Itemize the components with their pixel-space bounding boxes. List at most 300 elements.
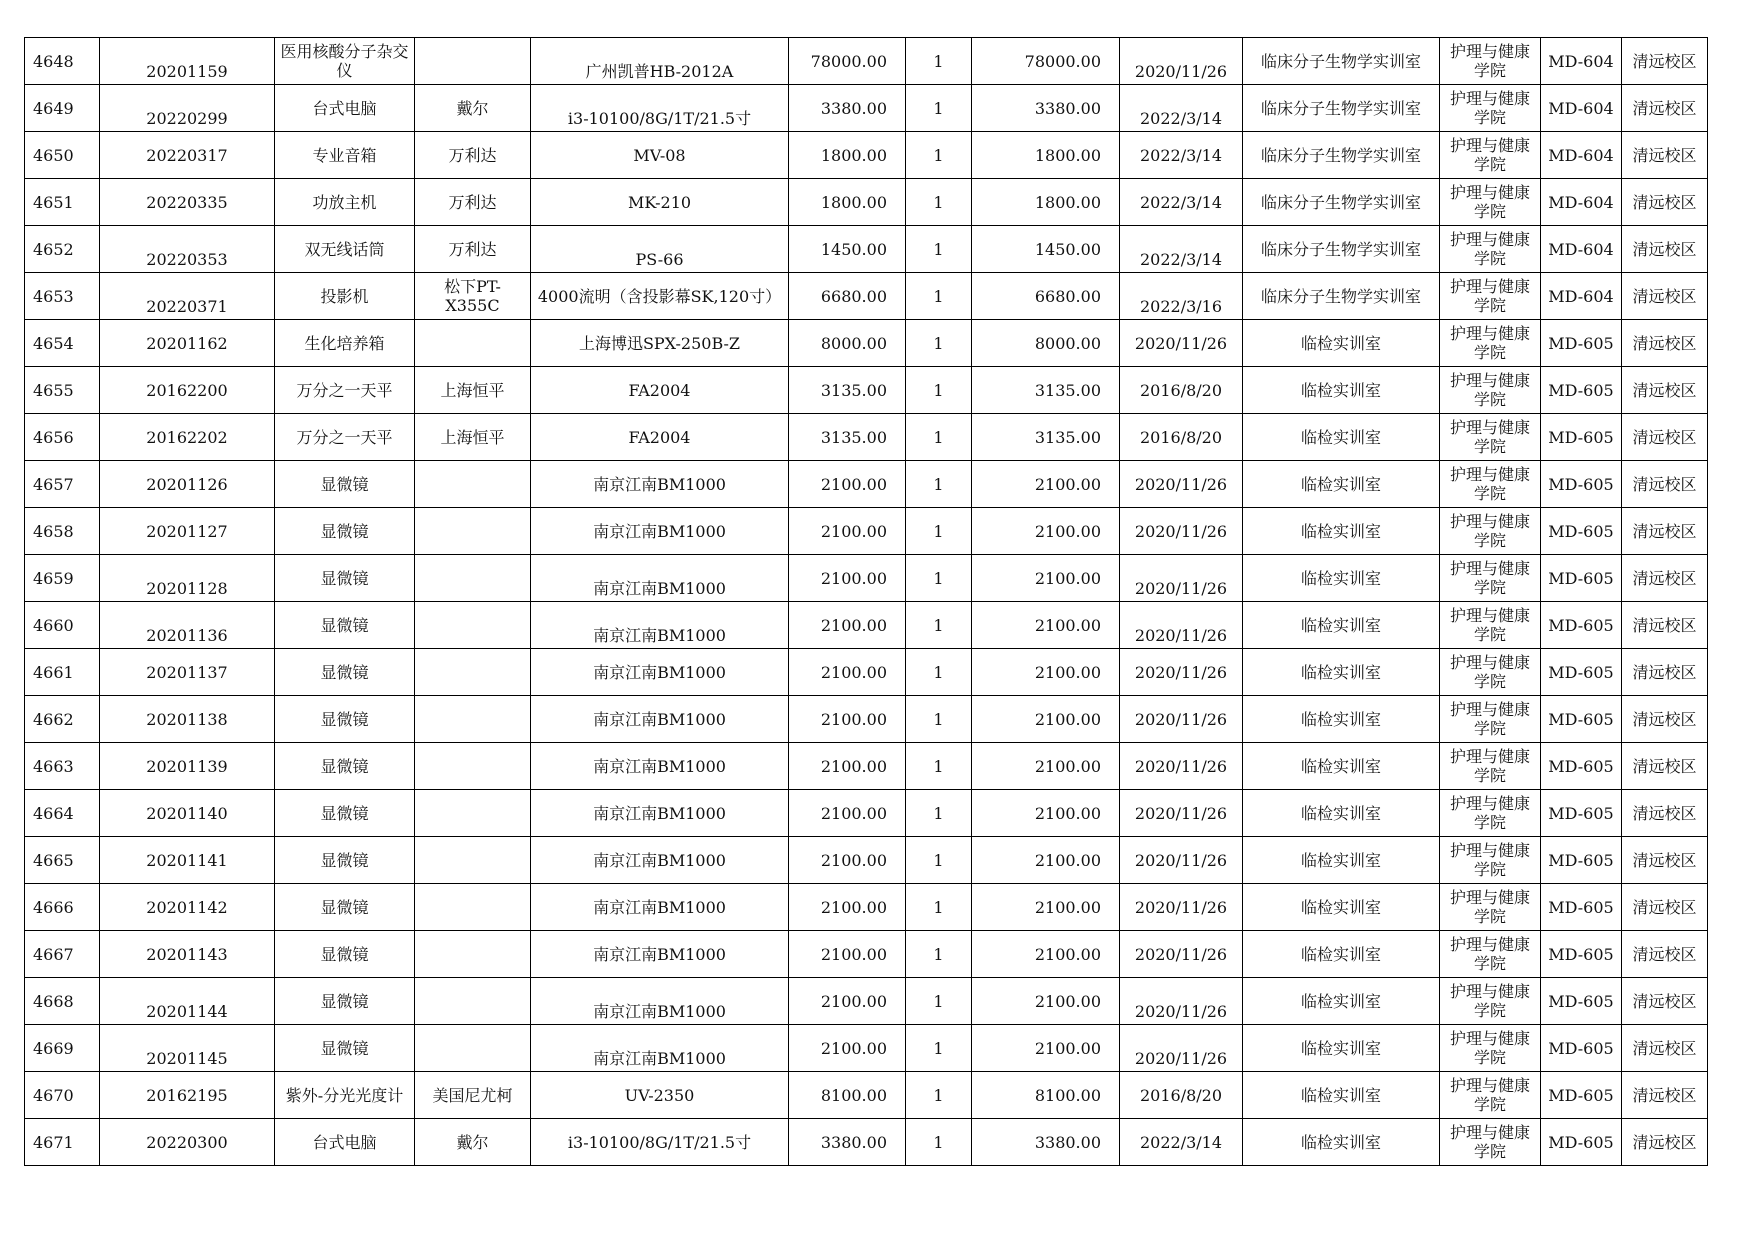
model-cell: 南京江南BM1000: [531, 461, 789, 508]
location-cell: MD-605: [1541, 414, 1622, 461]
purchase-date-cell: 2020/11/26: [1120, 320, 1243, 367]
asset-code-cell: 20162200: [100, 367, 275, 414]
purchase-date-cell: 2022/3/14: [1120, 226, 1243, 273]
quantity-cell: 1: [906, 978, 972, 1025]
purchase-date-cell: 2022/3/14: [1120, 85, 1243, 132]
location-cell: MD-605: [1541, 1025, 1622, 1072]
purchase-date-cell: 2020/11/26: [1120, 1025, 1243, 1072]
unit-price-cell: 2100.00: [789, 931, 906, 978]
lab-room-cell: 临床分子生物学实训室: [1243, 38, 1440, 85]
asset-name-cell: 显微镜: [275, 931, 415, 978]
table-row: [25, 1025, 1708, 1072]
brand-cell: [415, 743, 531, 790]
quantity-cell: 1: [906, 602, 972, 649]
unit-price-cell: 2100.00: [789, 602, 906, 649]
campus-cell: 清远校区: [1622, 696, 1708, 743]
lab-room-cell: 临检实训室: [1243, 884, 1440, 931]
amount-cell: 1450.00: [972, 226, 1120, 273]
campus-cell: 清远校区: [1622, 273, 1708, 320]
asset-code-cell: 20201141: [100, 837, 275, 884]
purchase-date-cell: 2016/8/20: [1120, 1072, 1243, 1119]
unit-price-cell: 1800.00: [789, 132, 906, 179]
purchase-date-cell: 2020/11/26: [1120, 790, 1243, 837]
brand-cell: 美国尼尤柯: [415, 1072, 531, 1119]
amount-cell: 2100.00: [972, 602, 1120, 649]
purchase-date-cell: 2016/8/20: [1120, 414, 1243, 461]
unit-price-cell: 2100.00: [789, 508, 906, 555]
location-cell: MD-605: [1541, 790, 1622, 837]
purchase-date-cell: 2020/11/26: [1120, 508, 1243, 555]
asset-code-cell: 20201159: [100, 38, 275, 85]
lab-room-cell: 临检实训室: [1243, 602, 1440, 649]
location-cell: MD-605: [1541, 602, 1622, 649]
asset-code-cell: 20201139: [100, 743, 275, 790]
purchase-date-cell: 2020/11/26: [1120, 696, 1243, 743]
purchase-date-cell: 2022/3/14: [1120, 1119, 1243, 1166]
lab-room-cell: 临床分子生物学实训室: [1243, 273, 1440, 320]
asset-name-cell: 显微镜: [275, 743, 415, 790]
quantity-cell: 1: [906, 508, 972, 555]
quantity-cell: 1: [906, 273, 972, 320]
asset-code-cell: 20201138: [100, 696, 275, 743]
table-row: [25, 931, 1708, 978]
asset-name-cell: 显微镜: [275, 1025, 415, 1072]
quantity-cell: 1: [906, 1072, 972, 1119]
amount-cell: 2100.00: [972, 508, 1120, 555]
college-cell: 护理与健康学院: [1440, 273, 1541, 320]
table-row: [25, 696, 1708, 743]
brand-cell: [415, 790, 531, 837]
lab-room-cell: 临检实训室: [1243, 508, 1440, 555]
campus-cell: 清远校区: [1622, 1119, 1708, 1166]
college-cell: 护理与健康学院: [1440, 461, 1541, 508]
model-cell: 南京江南BM1000: [531, 649, 789, 696]
asset-name-cell: 万分之一天平: [275, 367, 415, 414]
row-number-cell: 4659: [25, 555, 100, 602]
brand-cell: [415, 555, 531, 602]
campus-cell: 清远校区: [1622, 790, 1708, 837]
row-number-cell: 4656: [25, 414, 100, 461]
asset-code-cell: 20201127: [100, 508, 275, 555]
location-cell: MD-604: [1541, 132, 1622, 179]
amount-cell: 2100.00: [972, 931, 1120, 978]
amount-cell: 1800.00: [972, 132, 1120, 179]
location-cell: MD-605: [1541, 649, 1622, 696]
asset-name-cell: 显微镜: [275, 884, 415, 931]
row-number-cell: 4667: [25, 931, 100, 978]
equipment-table: [24, 37, 1708, 1166]
campus-cell: 清远校区: [1622, 602, 1708, 649]
campus-cell: 清远校区: [1622, 884, 1708, 931]
asset-code-cell: 20220335: [100, 179, 275, 226]
amount-cell: 78000.00: [972, 38, 1120, 85]
lab-room-cell: 临床分子生物学实训室: [1243, 226, 1440, 273]
location-cell: MD-605: [1541, 320, 1622, 367]
row-number-cell: 4660: [25, 602, 100, 649]
campus-cell: 清远校区: [1622, 649, 1708, 696]
brand-cell: 戴尔: [415, 85, 531, 132]
unit-price-cell: 3135.00: [789, 367, 906, 414]
quantity-cell: 1: [906, 85, 972, 132]
college-cell: 护理与健康学院: [1440, 367, 1541, 414]
lab-room-cell: 临检实训室: [1243, 367, 1440, 414]
amount-cell: 2100.00: [972, 1025, 1120, 1072]
quantity-cell: 1: [906, 1119, 972, 1166]
row-number-cell: 4655: [25, 367, 100, 414]
brand-cell: [415, 320, 531, 367]
row-number-cell: 4658: [25, 508, 100, 555]
college-cell: 护理与健康学院: [1440, 226, 1541, 273]
brand-cell: [415, 931, 531, 978]
brand-cell: [415, 508, 531, 555]
table-row: [25, 1119, 1708, 1166]
asset-name-cell: 显微镜: [275, 649, 415, 696]
asset-name-cell: 显微镜: [275, 837, 415, 884]
asset-name-cell: 紫外-分光光度计: [275, 1072, 415, 1119]
model-cell: i3-10100/8G/1T/21.5寸: [531, 85, 789, 132]
college-cell: 护理与健康学院: [1440, 790, 1541, 837]
quantity-cell: 1: [906, 649, 972, 696]
table-row: [25, 743, 1708, 790]
row-number-cell: 4664: [25, 790, 100, 837]
quantity-cell: 1: [906, 179, 972, 226]
model-cell: 广州凯普HB-2012A: [531, 38, 789, 85]
row-number-cell: 4669: [25, 1025, 100, 1072]
model-cell: 南京江南BM1000: [531, 602, 789, 649]
table-row: [25, 414, 1708, 461]
unit-price-cell: 3135.00: [789, 414, 906, 461]
lab-room-cell: 临检实训室: [1243, 837, 1440, 884]
model-cell: FA2004: [531, 367, 789, 414]
unit-price-cell: 8100.00: [789, 1072, 906, 1119]
campus-cell: 清远校区: [1622, 555, 1708, 602]
location-cell: MD-605: [1541, 931, 1622, 978]
purchase-date-cell: 2020/11/26: [1120, 884, 1243, 931]
model-cell: 南京江南BM1000: [531, 555, 789, 602]
asset-name-cell: 显微镜: [275, 978, 415, 1025]
lab-room-cell: 临检实训室: [1243, 555, 1440, 602]
quantity-cell: 1: [906, 790, 972, 837]
unit-price-cell: 2100.00: [789, 837, 906, 884]
unit-price-cell: 8000.00: [789, 320, 906, 367]
amount-cell: 6680.00: [972, 273, 1120, 320]
amount-cell: 2100.00: [972, 884, 1120, 931]
table-row: [25, 1072, 1708, 1119]
table-row: [25, 85, 1708, 132]
row-number-cell: 4665: [25, 837, 100, 884]
table-row: [25, 38, 1708, 85]
row-number-cell: 4670: [25, 1072, 100, 1119]
brand-cell: 万利达: [415, 179, 531, 226]
purchase-date-cell: 2022/3/14: [1120, 132, 1243, 179]
location-cell: MD-605: [1541, 508, 1622, 555]
model-cell: 上海博迅SPX-250B-Z: [531, 320, 789, 367]
table-row: [25, 273, 1708, 320]
campus-cell: 清远校区: [1622, 132, 1708, 179]
amount-cell: 2100.00: [972, 555, 1120, 602]
asset-code-cell: 20201137: [100, 649, 275, 696]
brand-cell: [415, 461, 531, 508]
asset-code-cell: 20220371: [100, 273, 275, 320]
purchase-date-cell: 2020/11/26: [1120, 743, 1243, 790]
asset-name-cell: 医用核酸分子杂交仪: [275, 38, 415, 85]
quantity-cell: 1: [906, 226, 972, 273]
lab-room-cell: 临检实训室: [1243, 696, 1440, 743]
row-number-cell: 4651: [25, 179, 100, 226]
brand-cell: 戴尔: [415, 1119, 531, 1166]
college-cell: 护理与健康学院: [1440, 1025, 1541, 1072]
asset-code-cell: 20201140: [100, 790, 275, 837]
amount-cell: 3380.00: [972, 1119, 1120, 1166]
amount-cell: 2100.00: [972, 978, 1120, 1025]
brand-cell: 上海恒平: [415, 367, 531, 414]
quantity-cell: 1: [906, 1025, 972, 1072]
table-row: [25, 649, 1708, 696]
college-cell: 护理与健康学院: [1440, 978, 1541, 1025]
purchase-date-cell: 2022/3/14: [1120, 179, 1243, 226]
college-cell: 护理与健康学院: [1440, 320, 1541, 367]
asset-name-cell: 显微镜: [275, 555, 415, 602]
model-cell: 南京江南BM1000: [531, 931, 789, 978]
model-cell: 南京江南BM1000: [531, 837, 789, 884]
brand-cell: [415, 884, 531, 931]
model-cell: PS-66: [531, 226, 789, 273]
college-cell: 护理与健康学院: [1440, 1119, 1541, 1166]
table-row: [25, 837, 1708, 884]
brand-cell: [415, 649, 531, 696]
unit-price-cell: 1800.00: [789, 179, 906, 226]
campus-cell: 清远校区: [1622, 978, 1708, 1025]
unit-price-cell: 3380.00: [789, 1119, 906, 1166]
quantity-cell: 1: [906, 367, 972, 414]
table-row: [25, 790, 1708, 837]
brand-cell: 万利达: [415, 226, 531, 273]
table-row: [25, 132, 1708, 179]
lab-room-cell: 临检实训室: [1243, 1072, 1440, 1119]
model-cell: 南京江南BM1000: [531, 978, 789, 1025]
location-cell: MD-605: [1541, 1072, 1622, 1119]
quantity-cell: 1: [906, 931, 972, 978]
lab-room-cell: 临检实训室: [1243, 649, 1440, 696]
quantity-cell: 1: [906, 696, 972, 743]
table-row: [25, 179, 1708, 226]
row-number-cell: 4653: [25, 273, 100, 320]
asset-name-cell: 显微镜: [275, 461, 415, 508]
table-row: [25, 555, 1708, 602]
college-cell: 护理与健康学院: [1440, 649, 1541, 696]
location-cell: MD-604: [1541, 38, 1622, 85]
purchase-date-cell: 2020/11/26: [1120, 837, 1243, 884]
row-number-cell: 4668: [25, 978, 100, 1025]
model-cell: MV-08: [531, 132, 789, 179]
purchase-date-cell: 2020/11/26: [1120, 649, 1243, 696]
lab-room-cell: 临检实训室: [1243, 931, 1440, 978]
asset-code-cell: 20201145: [100, 1025, 275, 1072]
quantity-cell: 1: [906, 320, 972, 367]
lab-room-cell: 临床分子生物学实训室: [1243, 85, 1440, 132]
quantity-cell: 1: [906, 461, 972, 508]
model-cell: 南京江南BM1000: [531, 508, 789, 555]
model-cell: FA2004: [531, 414, 789, 461]
model-cell: 南京江南BM1000: [531, 790, 789, 837]
purchase-date-cell: 2020/11/26: [1120, 461, 1243, 508]
quantity-cell: 1: [906, 414, 972, 461]
unit-price-cell: 2100.00: [789, 696, 906, 743]
amount-cell: 8000.00: [972, 320, 1120, 367]
quantity-cell: 1: [906, 837, 972, 884]
asset-code-cell: 20201136: [100, 602, 275, 649]
asset-name-cell: 生化培养箱: [275, 320, 415, 367]
campus-cell: 清远校区: [1622, 367, 1708, 414]
quantity-cell: 1: [906, 884, 972, 931]
quantity-cell: 1: [906, 555, 972, 602]
quantity-cell: 1: [906, 743, 972, 790]
campus-cell: 清远校区: [1622, 461, 1708, 508]
asset-code-cell: 20220299: [100, 85, 275, 132]
location-cell: MD-604: [1541, 273, 1622, 320]
purchase-date-cell: 2022/3/16: [1120, 273, 1243, 320]
table-row: [25, 602, 1708, 649]
location-cell: MD-605: [1541, 461, 1622, 508]
table-row: [25, 884, 1708, 931]
asset-code-cell: 20201142: [100, 884, 275, 931]
model-cell: 4000流明（含投影幕SK,120寸）: [531, 273, 789, 320]
asset-name-cell: 显微镜: [275, 602, 415, 649]
purchase-date-cell: 2020/11/26: [1120, 555, 1243, 602]
asset-code-cell: 20201162: [100, 320, 275, 367]
row-number-cell: 4657: [25, 461, 100, 508]
table-row: [25, 367, 1708, 414]
lab-room-cell: 临检实训室: [1243, 320, 1440, 367]
lab-room-cell: 临检实训室: [1243, 1025, 1440, 1072]
campus-cell: 清远校区: [1622, 226, 1708, 273]
brand-cell: 万利达: [415, 132, 531, 179]
college-cell: 护理与健康学院: [1440, 837, 1541, 884]
model-cell: 南京江南BM1000: [531, 1025, 789, 1072]
amount-cell: 2100.00: [972, 461, 1120, 508]
campus-cell: 清远校区: [1622, 179, 1708, 226]
location-cell: MD-605: [1541, 696, 1622, 743]
row-number-cell: 4654: [25, 320, 100, 367]
quantity-cell: 1: [906, 38, 972, 85]
purchase-date-cell: 2020/11/26: [1120, 602, 1243, 649]
model-cell: 南京江南BM1000: [531, 884, 789, 931]
amount-cell: 2100.00: [972, 790, 1120, 837]
lab-room-cell: 临检实训室: [1243, 978, 1440, 1025]
asset-code-cell: 20201128: [100, 555, 275, 602]
unit-price-cell: 3380.00: [789, 85, 906, 132]
model-cell: i3-10100/8G/1T/21.5寸: [531, 1119, 789, 1166]
college-cell: 护理与健康学院: [1440, 179, 1541, 226]
lab-room-cell: 临床分子生物学实训室: [1243, 179, 1440, 226]
campus-cell: 清远校区: [1622, 1025, 1708, 1072]
location-cell: MD-605: [1541, 1119, 1622, 1166]
asset-name-cell: 台式电脑: [275, 85, 415, 132]
table-row: [25, 461, 1708, 508]
unit-price-cell: 2100.00: [789, 978, 906, 1025]
amount-cell: 3380.00: [972, 85, 1120, 132]
purchase-date-cell: 2020/11/26: [1120, 38, 1243, 85]
lab-room-cell: 临检实训室: [1243, 414, 1440, 461]
unit-price-cell: 2100.00: [789, 649, 906, 696]
model-cell: 南京江南BM1000: [531, 696, 789, 743]
unit-price-cell: 78000.00: [789, 38, 906, 85]
table-row: [25, 978, 1708, 1025]
unit-price-cell: 2100.00: [789, 461, 906, 508]
brand-cell: [415, 696, 531, 743]
location-cell: MD-605: [1541, 978, 1622, 1025]
asset-name-cell: 台式电脑: [275, 1119, 415, 1166]
asset-code-cell: 20162202: [100, 414, 275, 461]
row-number-cell: 4649: [25, 85, 100, 132]
asset-code-cell: 20201126: [100, 461, 275, 508]
asset-code-cell: 20220353: [100, 226, 275, 273]
row-number-cell: 4652: [25, 226, 100, 273]
college-cell: 护理与健康学院: [1440, 38, 1541, 85]
brand-cell: [415, 1025, 531, 1072]
asset-code-cell: 20220317: [100, 132, 275, 179]
asset-name-cell: 专业音箱: [275, 132, 415, 179]
brand-cell: 上海恒平: [415, 414, 531, 461]
asset-code-cell: 20220300: [100, 1119, 275, 1166]
table-row: [25, 320, 1708, 367]
model-cell: 南京江南BM1000: [531, 743, 789, 790]
campus-cell: 清远校区: [1622, 1072, 1708, 1119]
college-cell: 护理与健康学院: [1440, 884, 1541, 931]
amount-cell: 3135.00: [972, 414, 1120, 461]
asset-code-cell: 20201144: [100, 978, 275, 1025]
amount-cell: 2100.00: [972, 837, 1120, 884]
asset-name-cell: 显微镜: [275, 790, 415, 837]
college-cell: 护理与健康学院: [1440, 696, 1541, 743]
campus-cell: 清远校区: [1622, 837, 1708, 884]
unit-price-cell: 6680.00: [789, 273, 906, 320]
asset-name-cell: 双无线话筒: [275, 226, 415, 273]
amount-cell: 2100.00: [972, 696, 1120, 743]
row-number-cell: 4666: [25, 884, 100, 931]
lab-room-cell: 临检实训室: [1243, 743, 1440, 790]
asset-name-cell: 显微镜: [275, 508, 415, 555]
purchase-date-cell: 2020/11/26: [1120, 978, 1243, 1025]
row-number-cell: 4671: [25, 1119, 100, 1166]
asset-name-cell: 万分之一天平: [275, 414, 415, 461]
campus-cell: 清远校区: [1622, 320, 1708, 367]
brand-cell: [415, 978, 531, 1025]
location-cell: MD-604: [1541, 226, 1622, 273]
college-cell: 护理与健康学院: [1440, 931, 1541, 978]
quantity-cell: 1: [906, 132, 972, 179]
brand-cell: [415, 602, 531, 649]
campus-cell: 清远校区: [1622, 414, 1708, 461]
campus-cell: 清远校区: [1622, 508, 1708, 555]
location-cell: MD-605: [1541, 743, 1622, 790]
lab-room-cell: 临床分子生物学实训室: [1243, 132, 1440, 179]
purchase-date-cell: 2016/8/20: [1120, 367, 1243, 414]
table-row: [25, 508, 1708, 555]
row-number-cell: 4663: [25, 743, 100, 790]
brand-cell: 松下PT-X355C: [415, 273, 531, 320]
row-number-cell: 4662: [25, 696, 100, 743]
asset-code-cell: 20162195: [100, 1072, 275, 1119]
brand-cell: [415, 837, 531, 884]
unit-price-cell: 2100.00: [789, 884, 906, 931]
location-cell: MD-604: [1541, 179, 1622, 226]
unit-price-cell: 1450.00: [789, 226, 906, 273]
asset-code-cell: 20201143: [100, 931, 275, 978]
location-cell: MD-605: [1541, 837, 1622, 884]
location-cell: MD-605: [1541, 884, 1622, 931]
campus-cell: 清远校区: [1622, 85, 1708, 132]
